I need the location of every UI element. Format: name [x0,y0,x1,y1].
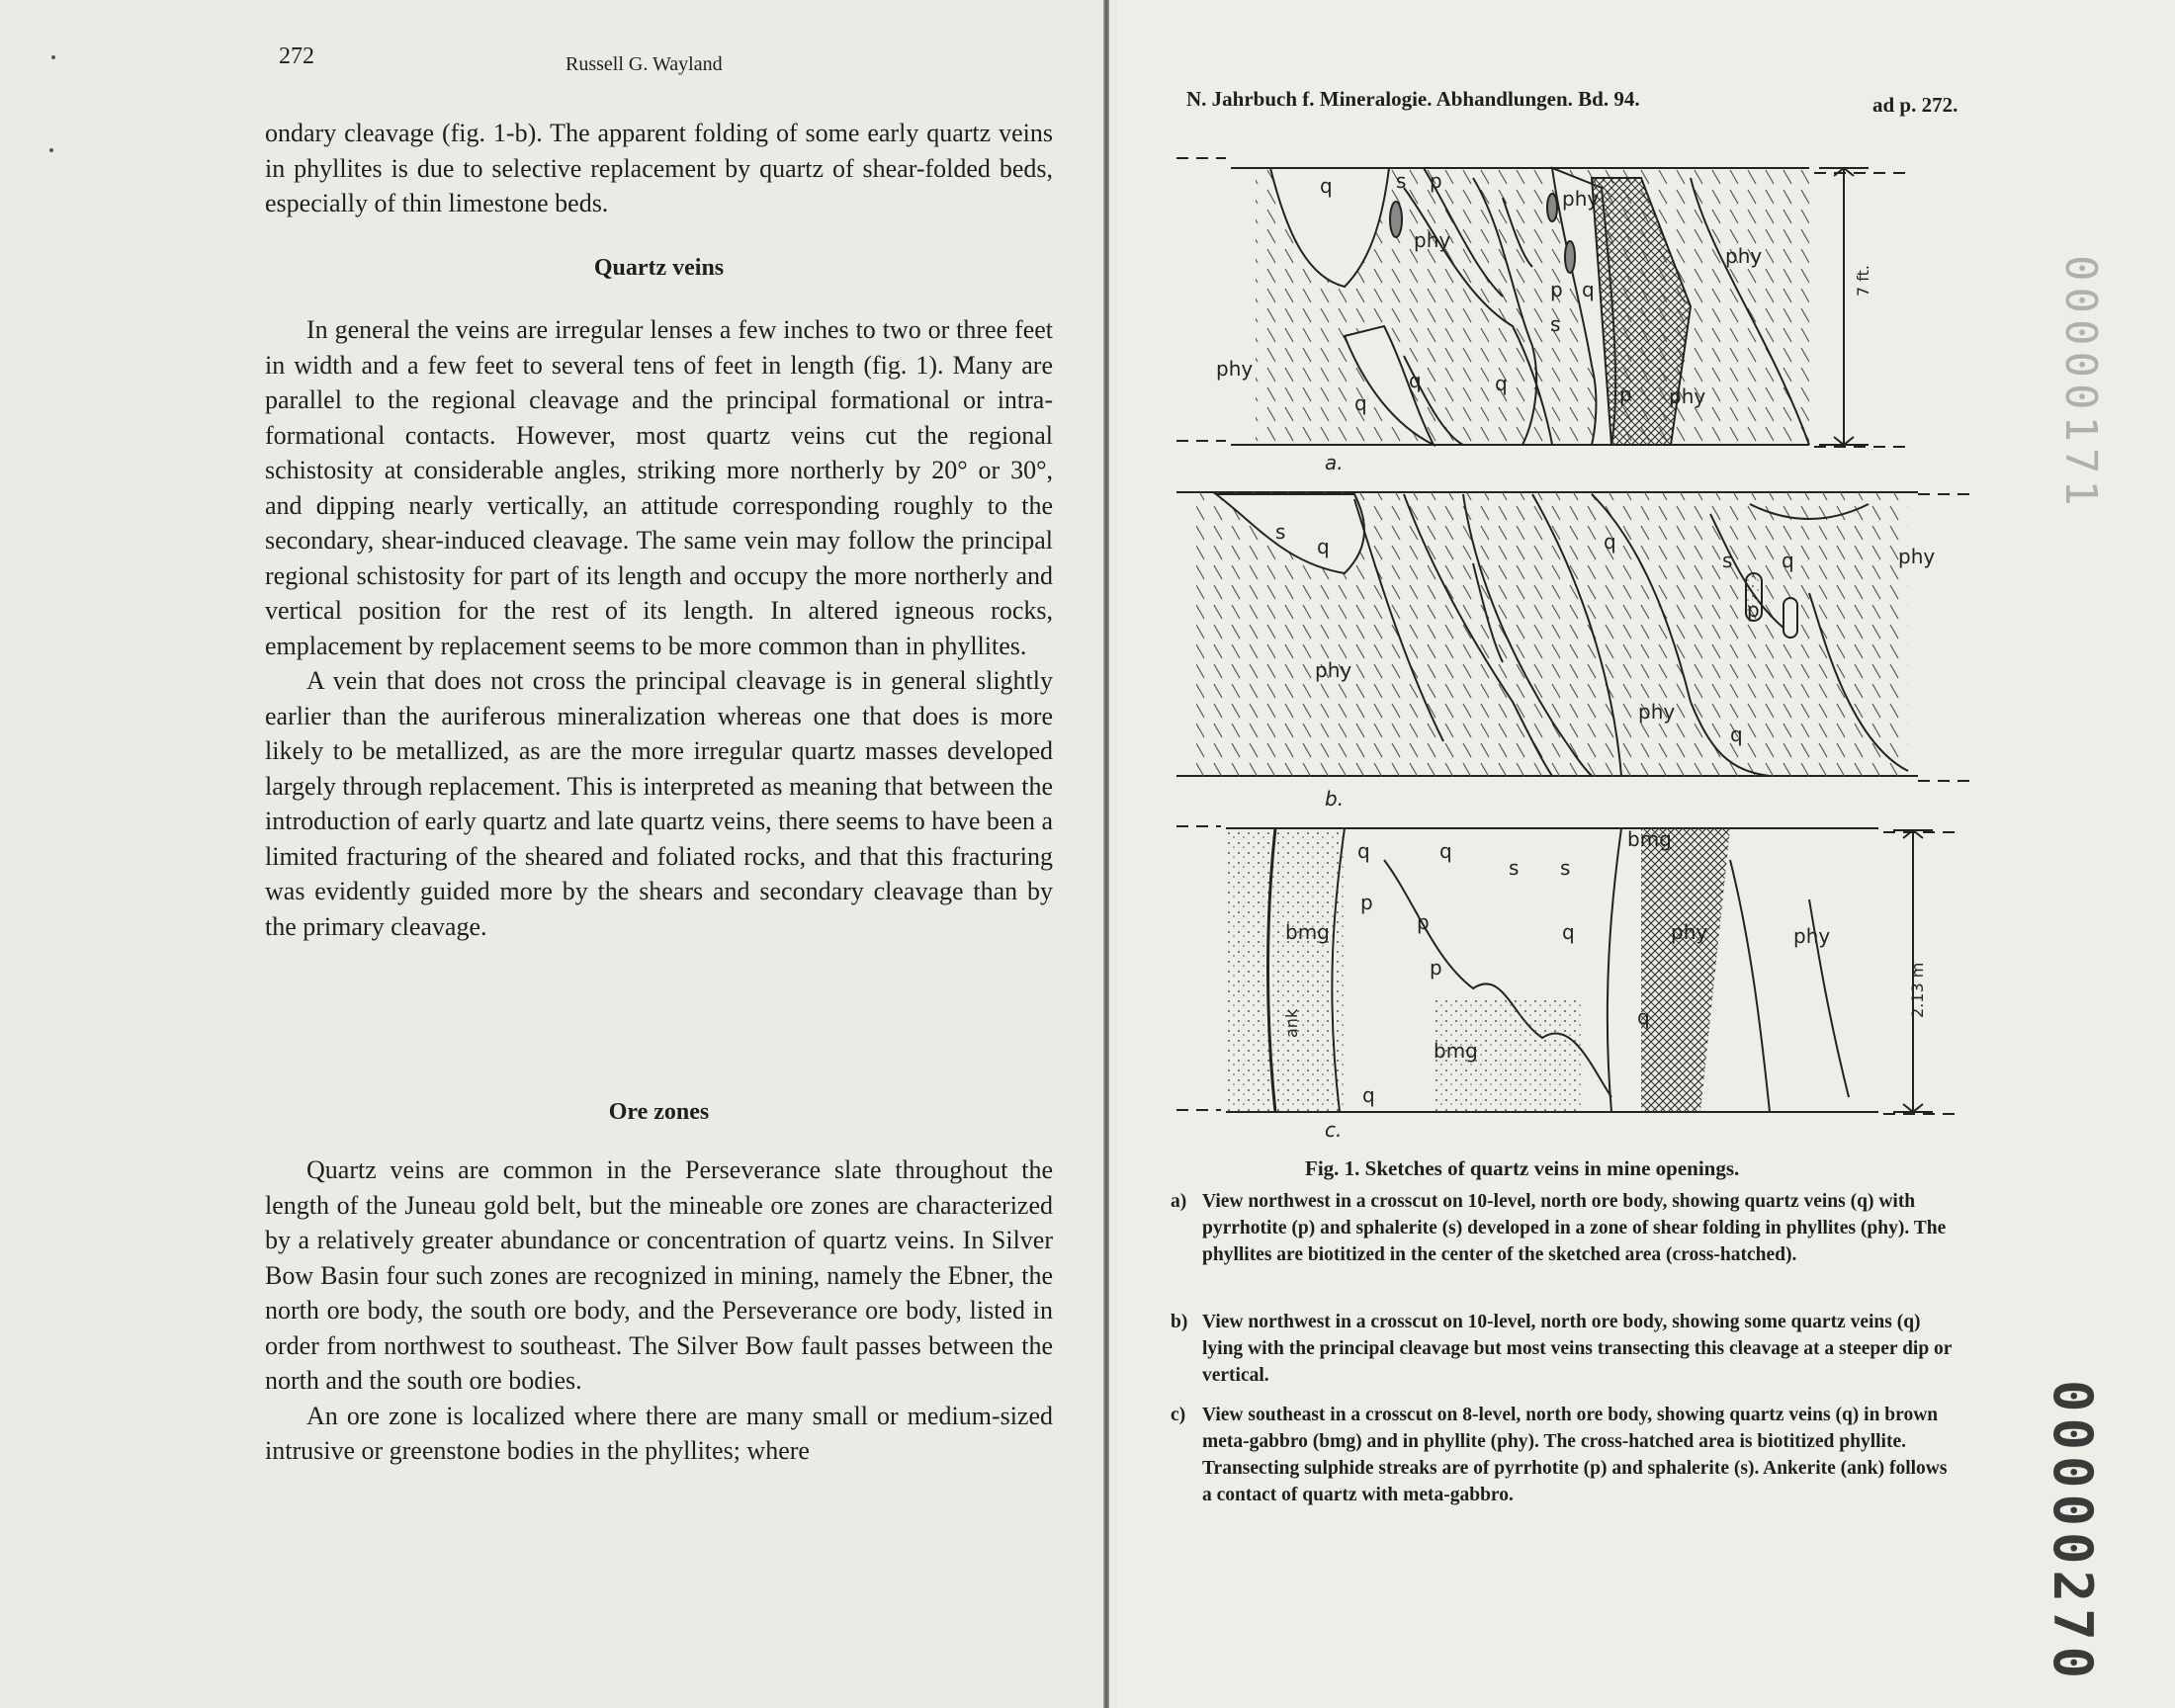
label-p: p [1747,598,1760,622]
label-phy: phy [1898,545,1936,568]
text-block-quartz-veins [265,312,1053,944]
scan-speck [49,148,53,152]
label-q: q [1637,1005,1650,1029]
label-bmg: bmg [1627,827,1672,851]
label-phy: phy [1671,920,1708,944]
caption-text-c: View southeast in a crosscut on 8-level, north ore body, showing quartz veins (q) in brown meta-gabbro (bmg) and in phyllite (phy). The cross-hatched area is biotitized phyllite. Transecting sulphide streaks are of pyrrhotite (p) and sphalerite (s). Ankerite (ank) follows a contact of quartz with meta-gabbro. [1202,1405,1948,1505]
panel-b-label: b. [1325,787,1345,811]
label-p: p [1430,956,1442,980]
figure-caption-title: Fig. 1. Sketches of quartz veins in mine openings. [1305,1156,1740,1180]
label-p: p [1430,169,1442,193]
caption-label-b: b) [1171,1312,1188,1332]
label-phy: phy [1414,228,1451,252]
label-q: q [1439,839,1452,863]
journal-header: N. Jahrbuch f. Mineralogie. Abhandlungen. Bd. 94. [1186,87,1640,111]
paragraph-veins-2: A vein that does not cross the principal cleavage is in general slightly earlier than the auriferous mineralization whereas one that does is more likely to be metallized, as are the more irregular quartz masses developed largely through replacement. This is interpreted as meaning that between the introduction of early quartz and late quartz veins, there seems to have been a limited fracturing of the sheared and foliated rocks, and that this fracturing was evidently guided more by the shears and secondary cleavage than by the primary cleavage. [265,666,1054,941]
label-s: s [1560,856,1571,880]
label-q: q [1357,839,1370,863]
label-p: p [1417,910,1430,934]
label-phy: phy [1638,700,1676,724]
label-p: p [1550,278,1563,301]
text-block-intro [265,116,1053,221]
label-q: q [1730,723,1743,746]
caption-item-c [1171,1402,1961,1508]
label-p: p [1619,383,1632,406]
label-phy: phy [1216,357,1254,381]
label-bmg: bmg [1434,1039,1478,1063]
caption-label-c: c) [1171,1405,1186,1425]
running-head-author: Russell G. Wayland [566,53,723,75]
label-ank: ank [1282,1008,1301,1038]
scale-label-c: 2.13 m [1908,962,1927,1018]
label-s: s [1722,549,1733,572]
label-q: q [1495,372,1508,395]
label-q: q [1582,278,1595,301]
panel-b-sketch [1176,489,1977,781]
label-q: q [1409,369,1422,392]
paragraph-ore-1: Quartz veins are common in the Perseverance slate throughout the length of the Juneau gold belt, but the mineable ore zones are characterized by a relatively greater abundance or concentration of quartz veins. In Silver Bow Basin four such zones are recognized in mining, namely the Ebner, the north ore body, the south ore body, and the Perseverance ore body, listed in order from northwest to southeast. The Silver Bow fault passes between the north and the south ore bodies. [265,1155,1053,1395]
caption-item-a [1171,1188,1961,1268]
text-block-ore-zones [265,1153,1053,1469]
figure-1-sketches [1176,148,1987,1147]
margin-stamp-upper: 00000171 [2055,255,2106,512]
caption-label-a: a) [1171,1191,1187,1212]
label-bmg: bmg [1285,920,1330,944]
paragraph-veins-1: In general the veins are irregular lenses a few inches to two or three feet in width and a few feet to several tens of feet in length (fig. 1). Many are parallel to the regional cleavage and the principal formational or intra-formational contacts. However, most quartz veins cut the regional schistosity at considerable angles, striking more northerly by 20° or 30°, and dipping nearly vertically, an attitude corresponding roughly to the secondary, shear-induced cleavage. The same vein may follow the principal regional schistosity for part of its length and occupy the more northerly and vertical position for the rest of its length. In altered igneous rocks, emplacement by replacement seems to be more common than in phyllites. [265,315,1053,660]
label-q: q [1562,920,1575,944]
label-phy: phy [1562,187,1600,211]
label-phy: phy [1315,658,1352,682]
label-q: q [1354,391,1367,415]
label-s: s [1275,520,1286,544]
section-heading-quartz-veins: Quartz veins [593,255,725,281]
paragraph-ore-2: An ore zone is localized where there are many small or medium-sized intrusive or greenstone bodies in the phyllites; where [265,1401,1053,1465]
caption-text-a: View northwest in a crosscut on 10-level, north ore body, showing quartz veins (q) with pyrrhotite (p) and sphalerite (s) developed in a zone of shear folding in phyllites (phy). The phyllites are biotitized in the center of the sketched area (cross-hatched). [1202,1191,1947,1265]
label-q: q [1320,174,1333,198]
paragraph-intro: ondary cleavage (fig. 1-b). The apparent folding of some early quartz veins in phyllites is due to selective replacement by quartz of shear-folded beds, especially of thin limestone beds. [265,119,1053,217]
book-gutter [1103,0,1109,1708]
label-phy: phy [1669,384,1706,408]
plate-reference: ad p. 272. [1872,93,1958,117]
panel-c-label: c. [1325,1118,1343,1142]
caption-item-b [1171,1309,1961,1389]
label-p: p [1360,891,1373,914]
page-number: 272 [279,43,314,69]
label-s: s [1396,169,1407,193]
panel-a-label: a. [1325,451,1344,474]
scale-label-a: 7 ft. [1854,265,1872,297]
margin-stamp-lower: 00000270 [2042,1380,2104,1685]
label-s: s [1550,312,1561,336]
section-heading-ore-zones: Ore zones [608,1099,710,1125]
caption-text-b: View northwest in a crosscut on 10-level, north ore body, showing some quartz veins (q) lying with the principal cleavage but most veins transecting this cleavage at a steeper dip or vertical. [1202,1312,1953,1386]
panel-a-sketch [1176,158,1913,447]
label-q: q [1782,549,1794,572]
label-phy: phy [1725,244,1763,268]
label-q: q [1317,535,1330,558]
label-q: q [1362,1083,1375,1107]
label-q: q [1604,530,1616,554]
label-phy: phy [1793,924,1831,948]
scan-speck [51,55,55,59]
label-s: s [1509,856,1520,880]
